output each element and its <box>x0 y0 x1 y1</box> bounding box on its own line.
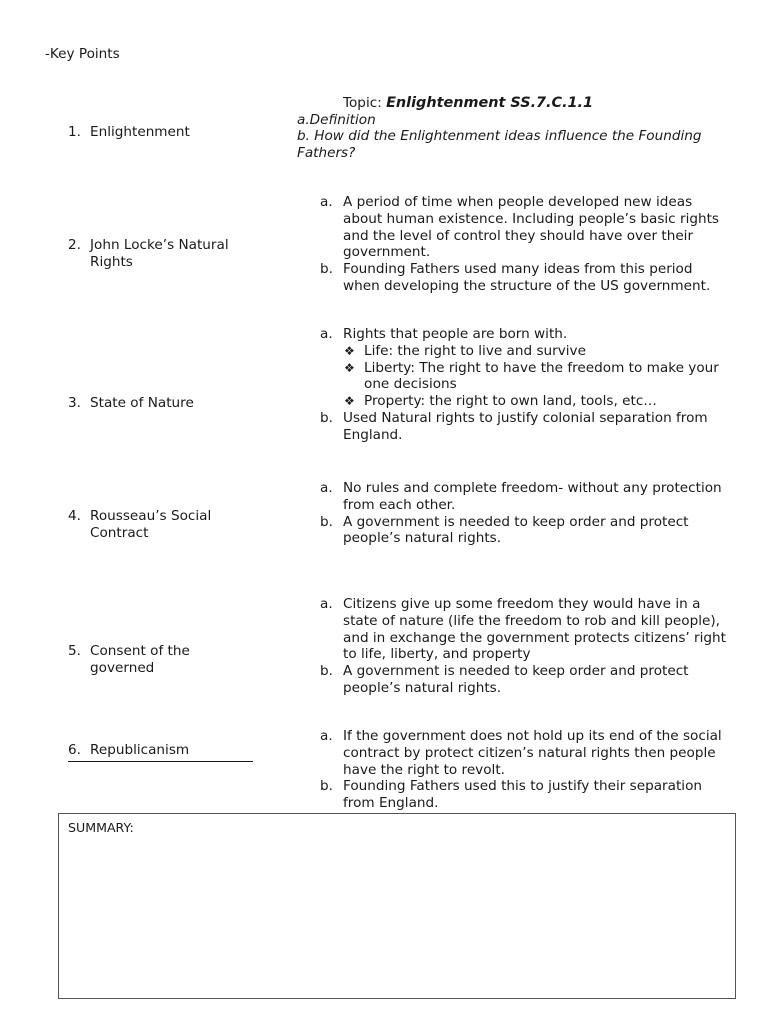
key-point-number: 1. <box>68 124 81 140</box>
bullet-item <box>344 393 730 410</box>
key-point-6 <box>68 742 258 759</box>
diamond-bullet-icon: ❖ <box>344 360 355 375</box>
summary-label: SUMMARY: <box>68 820 134 835</box>
bullet-text: Property: the right to own land, tools, etc… <box>364 393 657 410</box>
definition-letter: a. <box>320 480 333 496</box>
definition-text: Citizens give up some freedom they would have in a state of nature (life the freedom to rob and kill people), and in exchange the government protects citizens’ right to life, liberty, and property <box>343 596 726 663</box>
key-point-number: 3. <box>68 395 81 411</box>
definition-block-4 <box>320 596 730 697</box>
key-point-number: 6. <box>68 742 81 758</box>
key-point-text: Enlightenment <box>90 124 190 140</box>
key-point-text: Rousseau’s Social Contract <box>90 508 212 541</box>
key-point-text: State of Nature <box>90 395 194 411</box>
definition-letter: b. <box>320 261 333 278</box>
definition-letter: a. <box>320 596 333 612</box>
definition-text: A government is needed to keep order and protect people’s natural rights. <box>343 513 689 547</box>
bullet-text: Life: the right to live and survive <box>364 342 586 359</box>
definition-letter: a. <box>320 326 333 342</box>
definition-b <box>320 663 730 697</box>
definition-a <box>320 194 730 261</box>
key-point-text: Republicanism <box>90 742 190 758</box>
key-point-text: John Locke’s Natural Rights <box>90 237 229 270</box>
definition-text: Founding Fathers used many ideas from this period when developing the structure of the US government. <box>343 261 711 294</box>
definition-text: If the government does not hold up its end of the social contract by protect citizen’s natural rights then people have the right to revolt. <box>343 728 722 778</box>
topic-sub-b: b. How did the Enlightenment ideas influence the Founding Fathers? <box>297 128 702 161</box>
key-point-1 <box>68 124 258 141</box>
diamond-bullet-icon: ❖ <box>344 343 355 358</box>
definition-b <box>320 410 730 444</box>
topic-line <box>343 95 593 112</box>
definition-a <box>320 480 730 514</box>
definition-b <box>320 261 730 295</box>
definition-letter: b. <box>320 778 333 795</box>
definition-letter: a. <box>320 728 333 744</box>
key-point-text: Consent of the governed <box>90 643 190 676</box>
definition-text: A period of time when people developed new ideas about human existence. Including people’s basic rights and the level of control they should have over their government. <box>343 194 719 261</box>
definition-letter: a. <box>320 194 333 210</box>
key-point-4 <box>68 508 258 542</box>
summary-box[interactable] <box>58 813 736 999</box>
definition-letter: b. <box>320 513 333 530</box>
definition-text: Rights that people are born with. <box>343 326 568 342</box>
topic-sub-a: a.Definition <box>297 112 376 128</box>
topic-label: Topic: <box>343 95 387 111</box>
key-point-number: 5. <box>68 643 81 659</box>
diamond-bullet-icon: ❖ <box>344 394 355 409</box>
underline-rule <box>68 761 253 762</box>
definition-text: Founding Fathers used this to justify their separation from England. <box>343 778 703 812</box>
definition-a <box>320 596 730 663</box>
page-header: -Key Points <box>45 46 120 62</box>
definition-text: A government is needed to keep order and protect people’s natural rights. <box>343 663 689 696</box>
definition-letter: b. <box>320 663 333 680</box>
key-point-5 <box>68 643 258 677</box>
definition-text: No rules and complete freedom- without any protection from each other. <box>343 480 722 513</box>
key-point-number: 2. <box>68 237 81 253</box>
key-point-number: 4. <box>68 508 81 524</box>
key-point-2 <box>68 237 258 271</box>
definition-a <box>320 728 730 778</box>
definition-block-3 <box>320 480 730 547</box>
bullet-text: Liberty: The right to have the freedom to make your one decisions <box>364 359 719 393</box>
bullet-item <box>344 360 730 394</box>
definition-text: Used Natural rights to justify colonial separation from England. <box>343 409 708 443</box>
definition-block-1 <box>320 194 730 295</box>
definition-b <box>320 514 730 548</box>
bullet-item <box>344 343 730 360</box>
key-point-3 <box>68 395 258 412</box>
definition-b <box>320 778 730 812</box>
definition-a <box>320 326 730 343</box>
topic-title: Enlightenment SS.7.C.1.1 <box>386 95 594 111</box>
definition-block-2 <box>320 326 730 444</box>
definition-letter: b. <box>320 409 333 426</box>
definition-block-5 <box>320 728 730 812</box>
